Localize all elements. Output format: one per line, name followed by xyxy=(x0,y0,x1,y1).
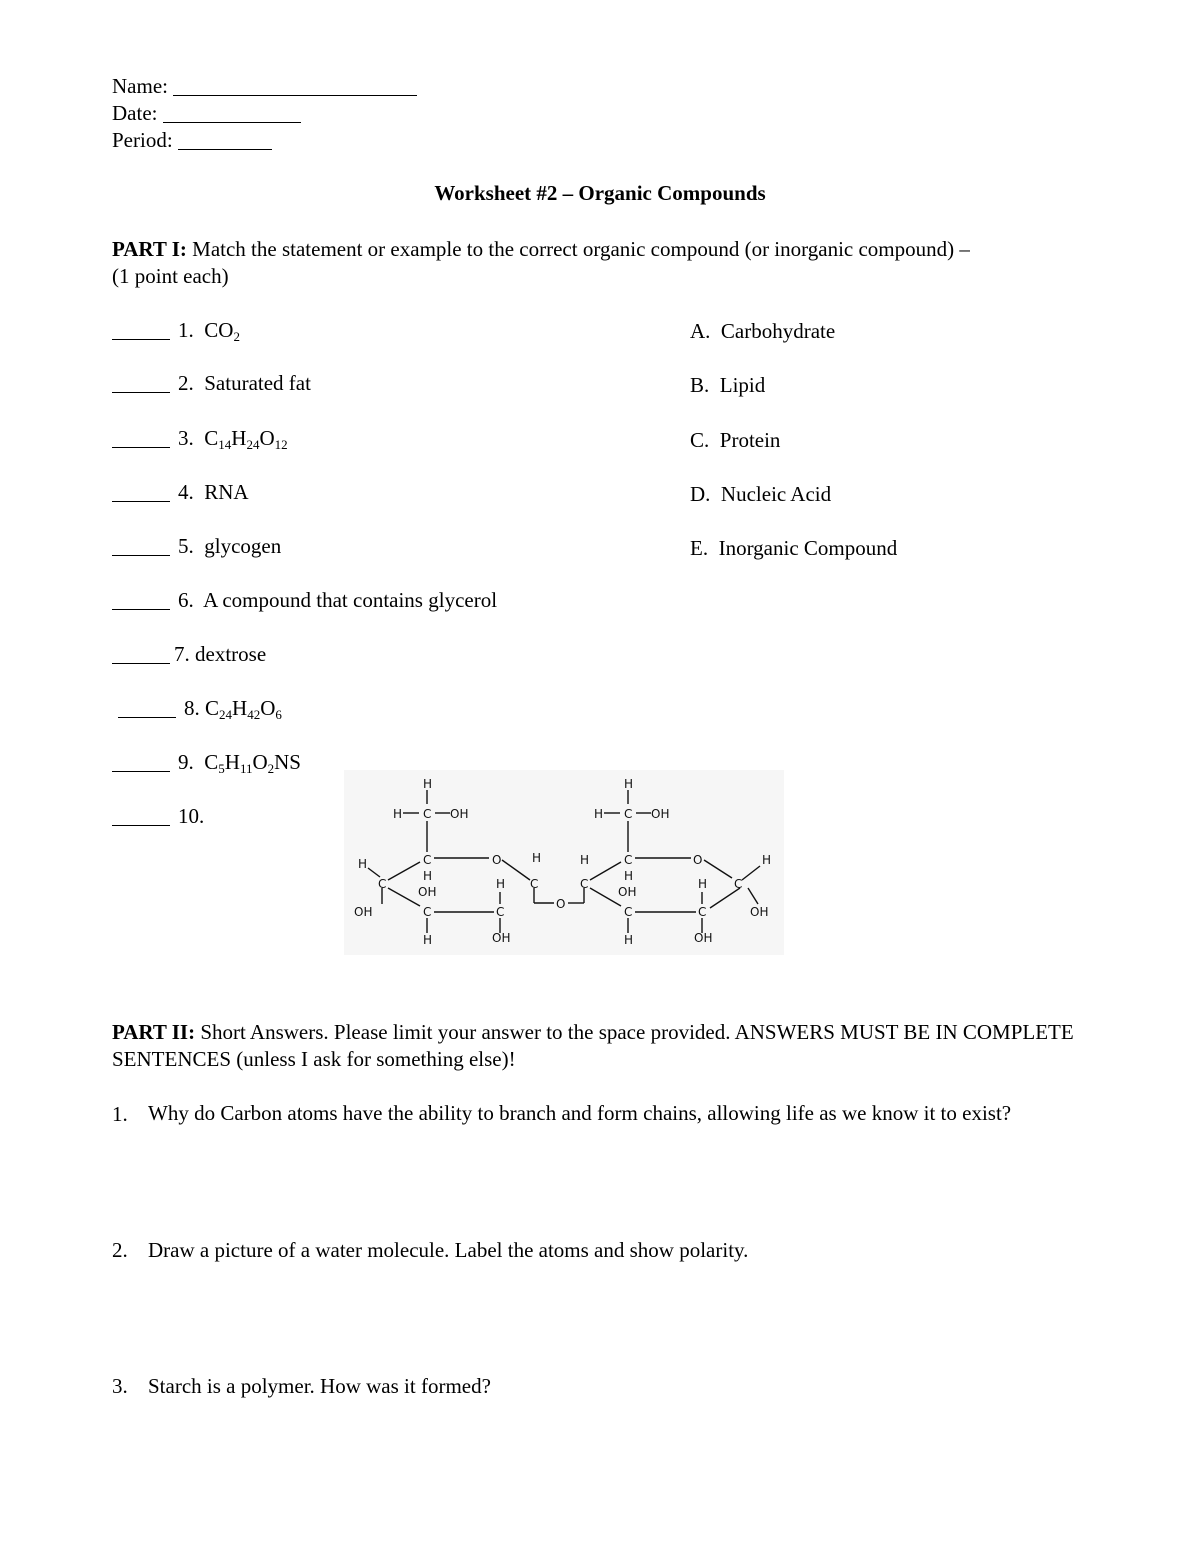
item-text: RNA xyxy=(204,480,249,504)
svg-text:H: H xyxy=(624,777,634,791)
choice-item xyxy=(690,375,765,396)
part1-points: (1 point each) xyxy=(112,264,229,288)
part2-heading: PART II: xyxy=(112,1020,196,1044)
item-number: 4. xyxy=(178,480,194,504)
answer-blank[interactable] xyxy=(112,771,170,772)
period-blank[interactable] xyxy=(178,149,272,150)
date-blank[interactable] xyxy=(163,122,301,123)
item-text: Saturated fat xyxy=(204,371,311,395)
svg-text:H: H xyxy=(532,851,542,865)
svg-text:H: H xyxy=(698,877,708,891)
part2-instructions xyxy=(112,1019,1092,1073)
part1-heading: PART I: xyxy=(112,237,187,261)
question-text: Why do Carbon atoms have the ability to branch and form chains, allowing life as we know it to exist? xyxy=(148,1101,1012,1125)
list-item xyxy=(118,696,282,722)
svg-text:H: H xyxy=(423,777,433,791)
svg-text:C: C xyxy=(624,807,633,821)
list-item xyxy=(112,806,204,827)
list-item xyxy=(112,318,240,344)
item-number: 10. xyxy=(178,804,205,828)
answer-blank[interactable] xyxy=(112,825,170,826)
svg-text:C: C xyxy=(734,877,743,891)
svg-text:H: H xyxy=(762,853,772,867)
name-label: Name: xyxy=(112,74,168,98)
page-title: Worksheet #2 – Organic Compounds xyxy=(434,181,766,205)
choice-text: Inorganic Compound xyxy=(718,536,898,560)
question-number: 3. xyxy=(112,1374,128,1398)
choice-letter: D. xyxy=(690,482,711,506)
svg-text:H: H xyxy=(580,853,590,867)
choice-item xyxy=(690,538,897,559)
svg-text:OH: OH xyxy=(651,807,670,821)
item-number: 8. xyxy=(184,696,200,720)
item-formula: $C_{24}H_{42}O_6$ xyxy=(205,696,282,722)
item-formula: $C_{14}H_{24}O_{12}$ xyxy=(204,426,288,452)
choice-text: Nucleic Acid xyxy=(720,482,832,506)
svg-text:H: H xyxy=(393,807,403,821)
svg-text:OH: OH xyxy=(354,905,373,919)
period-label: Period: xyxy=(112,128,173,152)
answer-blank[interactable] xyxy=(112,501,170,502)
choice-letter: A. xyxy=(690,319,711,343)
svg-text:C: C xyxy=(423,853,432,867)
item-subscript: 2 xyxy=(233,329,240,344)
question-number: 2. xyxy=(112,1238,128,1262)
choice-letter: E. xyxy=(690,536,709,560)
svg-text:H: H xyxy=(423,933,433,947)
item-number: 2. xyxy=(178,371,194,395)
svg-text:H: H xyxy=(358,857,368,871)
answer-blank[interactable] xyxy=(112,392,170,393)
item-text: A compound that contains glycerol xyxy=(203,588,498,612)
svg-text:H: H xyxy=(624,933,634,947)
date-field xyxy=(112,103,301,124)
svg-text:C: C xyxy=(580,877,589,891)
svg-text:C: C xyxy=(698,905,707,919)
item-number: 3. xyxy=(178,426,194,450)
choice-item xyxy=(690,484,831,505)
list-item xyxy=(112,482,249,503)
choice-item xyxy=(690,321,835,342)
choice-item xyxy=(690,430,780,451)
item-text: CO xyxy=(204,318,234,342)
svg-text:C: C xyxy=(423,905,432,919)
part1-instructions xyxy=(112,239,970,260)
svg-text:H: H xyxy=(496,877,506,891)
list-item xyxy=(112,750,301,776)
disaccharide-structure-diagram xyxy=(344,770,784,955)
list-item xyxy=(112,590,497,611)
svg-text:C: C xyxy=(378,877,387,891)
answer-blank[interactable] xyxy=(118,717,176,718)
question-text: Starch is a polymer. How was it formed? xyxy=(148,1374,491,1398)
question-text: Draw a picture of a water molecule. Label the atoms and show polarity. xyxy=(148,1238,749,1262)
item-formula: $C_5H_{11}O_2NS$ xyxy=(204,750,301,776)
choice-text: Lipid xyxy=(719,373,766,397)
diagram-background xyxy=(344,770,784,955)
svg-text:OH: OH xyxy=(450,807,469,821)
choice-letter: B. xyxy=(690,373,710,397)
name-field xyxy=(112,76,417,97)
answer-blank[interactable] xyxy=(112,339,170,340)
choice-text: Carbohydrate xyxy=(720,319,836,343)
date-label: Date: xyxy=(112,101,158,125)
svg-text:C: C xyxy=(624,853,633,867)
part1-instructions-text: Match the statement or example to the correct organic compound (or inorganic compound) – xyxy=(192,237,970,261)
answer-blank[interactable] xyxy=(112,555,170,556)
svg-text:OH: OH xyxy=(492,931,511,945)
svg-text:C: C xyxy=(530,877,539,891)
item-number: 9. xyxy=(178,750,194,774)
svg-text:C: C xyxy=(496,905,505,919)
question-number: 1. xyxy=(112,1102,128,1126)
part2-instructions-text: Short Answers. Please limit your answer to the space provided. ANSWERS MUST BE IN COMPLETE SENTENCES (unless I ask for something else)! xyxy=(112,1020,1074,1071)
svg-text:H: H xyxy=(624,869,634,883)
period-field xyxy=(112,130,272,151)
svg-text:O: O xyxy=(693,853,703,867)
answer-blank[interactable] xyxy=(112,447,170,448)
answer-blank[interactable] xyxy=(112,609,170,610)
answer-blank[interactable] xyxy=(112,663,170,664)
list-item xyxy=(112,426,288,452)
list-item xyxy=(112,373,311,394)
item-number: 5. xyxy=(178,534,194,558)
choice-text: Protein xyxy=(719,428,781,452)
svg-text:H: H xyxy=(423,869,433,883)
item-number: 1. xyxy=(178,318,194,342)
svg-text:OH: OH xyxy=(418,885,437,899)
svg-text:H: H xyxy=(594,807,604,821)
item-text: glycogen xyxy=(204,534,282,558)
name-blank[interactable] xyxy=(173,95,417,96)
list-item xyxy=(112,644,266,665)
item-number: 7. xyxy=(174,642,190,666)
svg-text:C: C xyxy=(624,905,633,919)
svg-text:OH: OH xyxy=(694,931,713,945)
svg-text:OH: OH xyxy=(750,905,769,919)
item-number: 6. xyxy=(178,588,194,612)
choice-letter: C. xyxy=(690,428,710,452)
svg-text:O: O xyxy=(556,897,566,911)
svg-text:C: C xyxy=(423,807,432,821)
item-text: dextrose xyxy=(195,642,267,666)
svg-text:OH: OH xyxy=(618,885,637,899)
svg-text:O: O xyxy=(492,853,502,867)
list-item xyxy=(112,536,281,557)
